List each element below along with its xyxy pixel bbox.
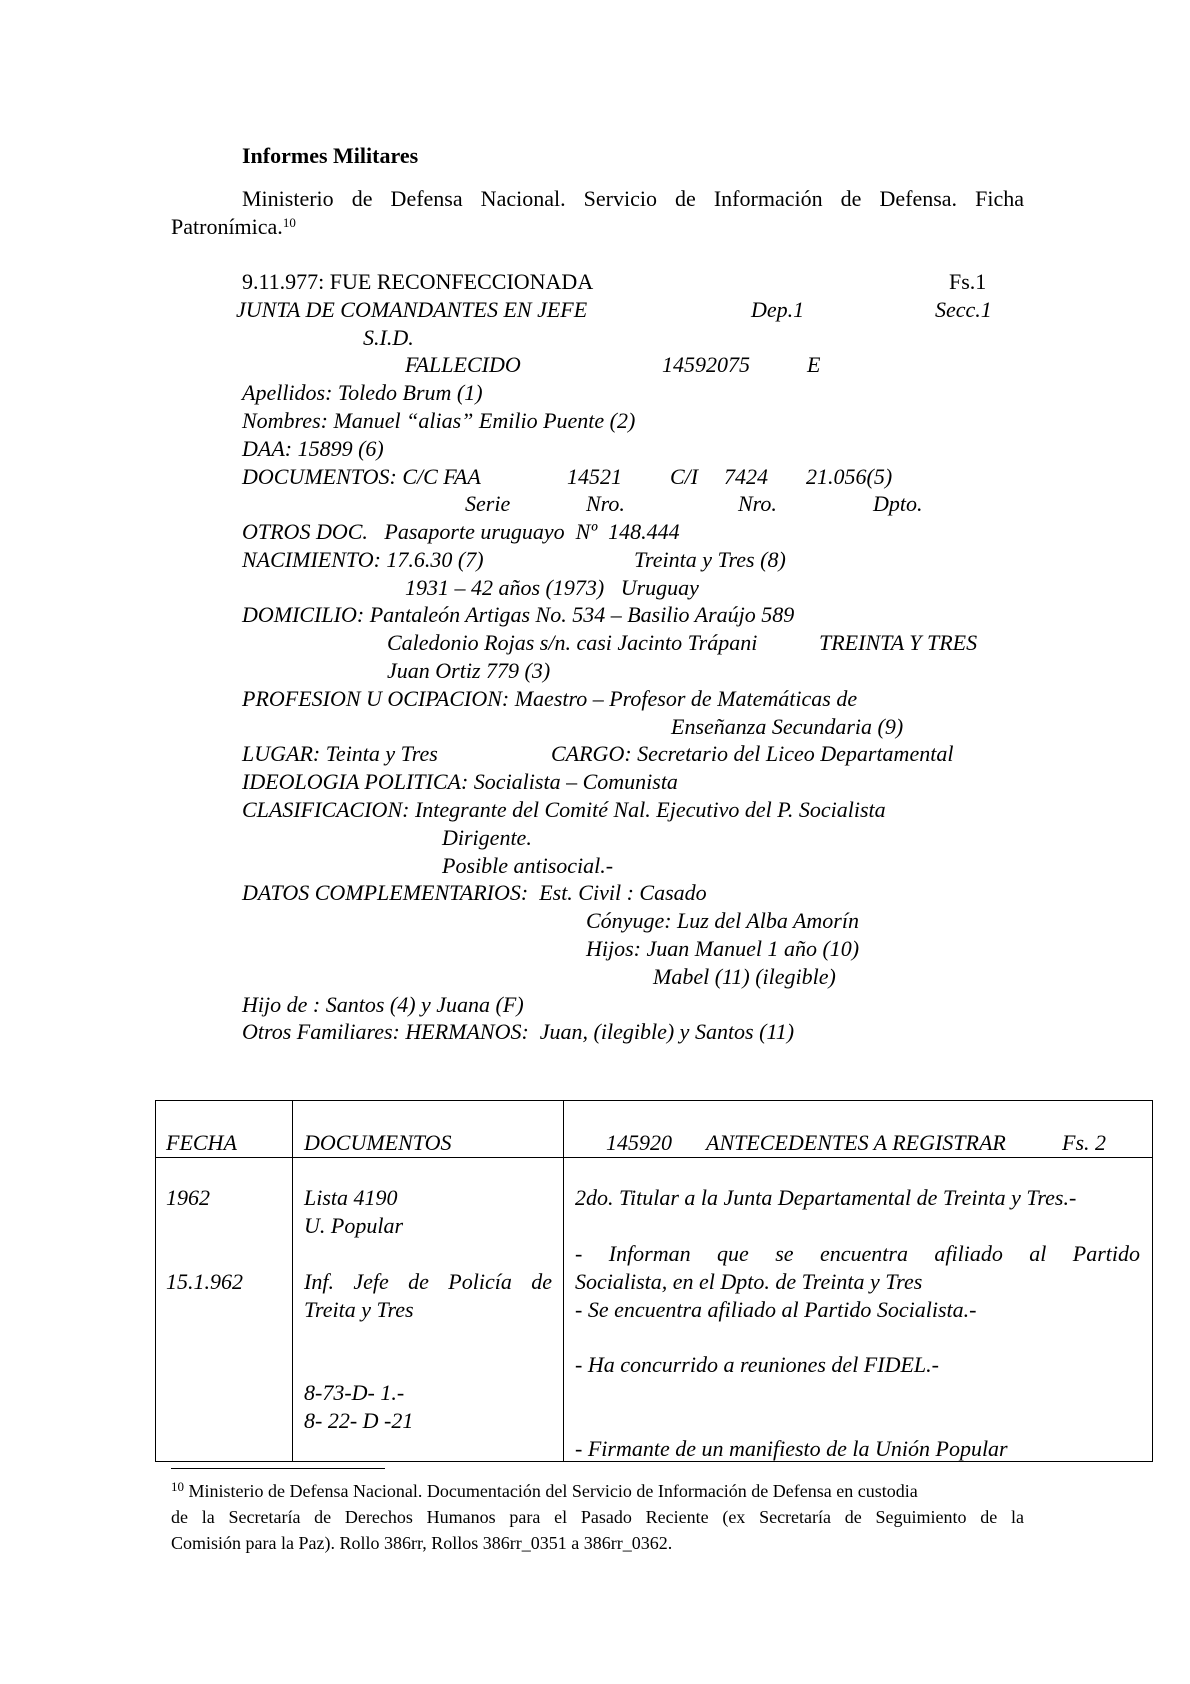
- footnote-line-1: [171, 1478, 1024, 1504]
- documentos-ci: C/I: [670, 464, 699, 489]
- domicilio-line-2: Caledonio Rojas s/n. casi Jacinto Trápani: [387, 630, 758, 655]
- domicilio-city: TREINTA Y TRES: [819, 630, 978, 655]
- row-ant-2a: - Informan que se encuentra afiliado al Partido: [575, 1241, 1140, 1266]
- header-divider: [156, 1157, 1152, 1158]
- row-doc-1: Lista 4190: [304, 1185, 398, 1210]
- documentos-label: DOCUMENTOS: C/C FAA: [242, 464, 481, 489]
- ideologia-field: IDEOLOGIA POLITICA: Socialista – Comunista: [242, 769, 678, 794]
- intro-line-1: Ministerio de Defensa Nacional. Servicio de Información de Defensa. Ficha: [242, 186, 1024, 211]
- nombres-field: Nombres: Manuel “alias” Emilio Puente (2): [242, 408, 636, 433]
- domicilio-line-3: Juan Ortiz 779 (3): [387, 658, 551, 683]
- clasificacion-line-1: CLASIFICACION: Integrante del Comité Nal. Ejecutivo del P. Socialista: [242, 797, 886, 822]
- documentos-number-3: 21.056(5): [806, 464, 893, 489]
- row-ant-2b: Socialista, en el Dpto. de Treinta y Tres: [575, 1269, 923, 1294]
- clasificacion-line-3: Posible antisocial.-: [442, 853, 614, 878]
- intro-line-2: [171, 213, 296, 241]
- documentos-dpto: Dpto.: [873, 491, 923, 516]
- section-heading: Informes Militares: [242, 143, 419, 168]
- clasificacion-line-2: Dirigente.: [442, 825, 532, 850]
- reconfeccionada-line: 9.11.977: FUE RECONFECCIONADA: [242, 269, 594, 294]
- row-doc-3a: Inf. Jefe de Policía de: [304, 1269, 552, 1294]
- header-folio: Fs. 2: [1062, 1130, 1106, 1155]
- cargo-field: CARGO: Secretario del Liceo Departamental: [551, 741, 954, 766]
- datos-hijos-2: Mabel (11) (ilegible): [653, 964, 836, 989]
- lugar-field: LUGAR: Teinta y Tres: [242, 741, 438, 766]
- footnote-text-1: Ministerio de Defensa Nacional. Documentación del Servicio de Información de Defensa en custodia: [188, 1481, 918, 1501]
- row-fecha-2: 15.1.962: [166, 1269, 243, 1294]
- row-ant-5: - Firmante de un manifiesto de la Unión Popular: [575, 1436, 1008, 1461]
- row-fecha-1: 1962: [166, 1185, 210, 1210]
- nacimiento-line-2: 1931 – 42 años (1973) Uruguay: [405, 575, 699, 600]
- header-number: 145920: [606, 1130, 672, 1155]
- datos-hijos: Hijos: Juan Manuel 1 año (10): [586, 936, 860, 961]
- domicilio-line-1: DOMICILIO: Pantaleón Artigas No. 534 – Basilio Araújo 589: [242, 602, 795, 627]
- row-doc-4: 8-73-D- 1.-: [304, 1380, 405, 1405]
- header-antecedentes: ANTECEDENTES A REGISTRAR: [706, 1130, 1006, 1155]
- sid-label: S.I.D.: [363, 325, 414, 350]
- row-ant-1: 2do. Titular a la Junta Departamental de Treinta y Tres.-: [575, 1185, 1077, 1210]
- profesion-line-1: PROFESION U OCIPACION: Maestro – Profesor de Matemáticas de: [242, 686, 858, 711]
- daa-field: DAA: 15899 (6): [242, 436, 384, 461]
- apellidos-field: Apellidos: Toledo Brum (1): [242, 380, 483, 405]
- footnote-number: 10: [171, 1479, 184, 1494]
- footnote-reference[interactable]: 10: [282, 215, 296, 230]
- nacimiento-lugar: Treinta y Tres (8): [634, 547, 786, 572]
- documentos-nro-2: Nro.: [738, 491, 777, 516]
- row-doc-5: 8- 22- D -21: [304, 1408, 414, 1433]
- column-divider-1: [292, 1101, 293, 1461]
- hijo-de-field: Hijo de : Santos (4) y Juana (F): [242, 992, 524, 1017]
- footnote-separator: [171, 1468, 385, 1469]
- row-ant-3: - Se encuentra afiliado al Partido Socialista.-: [575, 1297, 977, 1322]
- otros-doc-field: OTROS DOC. Pasaporte uruguayo Nº 148.444: [242, 519, 680, 544]
- footnote-line-3: Comisión para la Paz). Rollo 386rr, Rollos 386rr_0351 a 386rr_0362.: [171, 1533, 673, 1553]
- intro-text: Patronímica.: [171, 214, 283, 239]
- datos-line-1: DATOS COMPLEMENTARIOS: Est. Civil : Casado: [242, 880, 707, 905]
- folio-1: Fs.1: [949, 269, 987, 294]
- secc-label: Secc.1: [935, 297, 992, 322]
- otros-familiares-field: Otros Familiares: HERMANOS: Juan, (ilegible) y Santos (11): [242, 1019, 795, 1044]
- documentos-number-2: 7424: [724, 464, 768, 489]
- header-fecha: FECHA: [166, 1130, 237, 1155]
- row-ant-4: - Ha concurrido a reuniones del FIDEL.-: [575, 1352, 939, 1377]
- footnote-line-2: de la Secretaría de Derechos Humanos para el Pasado Reciente (ex Secretaría de Seguimiento de la: [171, 1507, 1024, 1527]
- file-letter: E: [807, 352, 821, 377]
- header-documentos: DOCUMENTOS: [304, 1130, 452, 1155]
- dep-label: Dep.1: [751, 297, 805, 322]
- nacimiento-field: NACIMIENTO: 17.6.30 (7): [242, 547, 484, 572]
- documentos-number-1: 14521: [567, 464, 622, 489]
- junta-line: JUNTA DE COMANDANTES EN JEFE: [236, 297, 588, 322]
- fallecido-label: FALLECIDO: [405, 352, 521, 377]
- profesion-line-2: Enseñanza Secundaria (9): [671, 714, 904, 739]
- documentos-nro-1: Nro.: [586, 491, 625, 516]
- file-number: 14592075: [662, 352, 750, 377]
- datos-conyuge: Cónyuge: Luz del Alba Amorín: [586, 908, 859, 933]
- row-doc-2: U. Popular: [304, 1213, 403, 1238]
- column-divider-2: [563, 1101, 564, 1461]
- row-doc-3b: Treita y Tres: [304, 1297, 414, 1322]
- documentos-serie: Serie: [465, 491, 511, 516]
